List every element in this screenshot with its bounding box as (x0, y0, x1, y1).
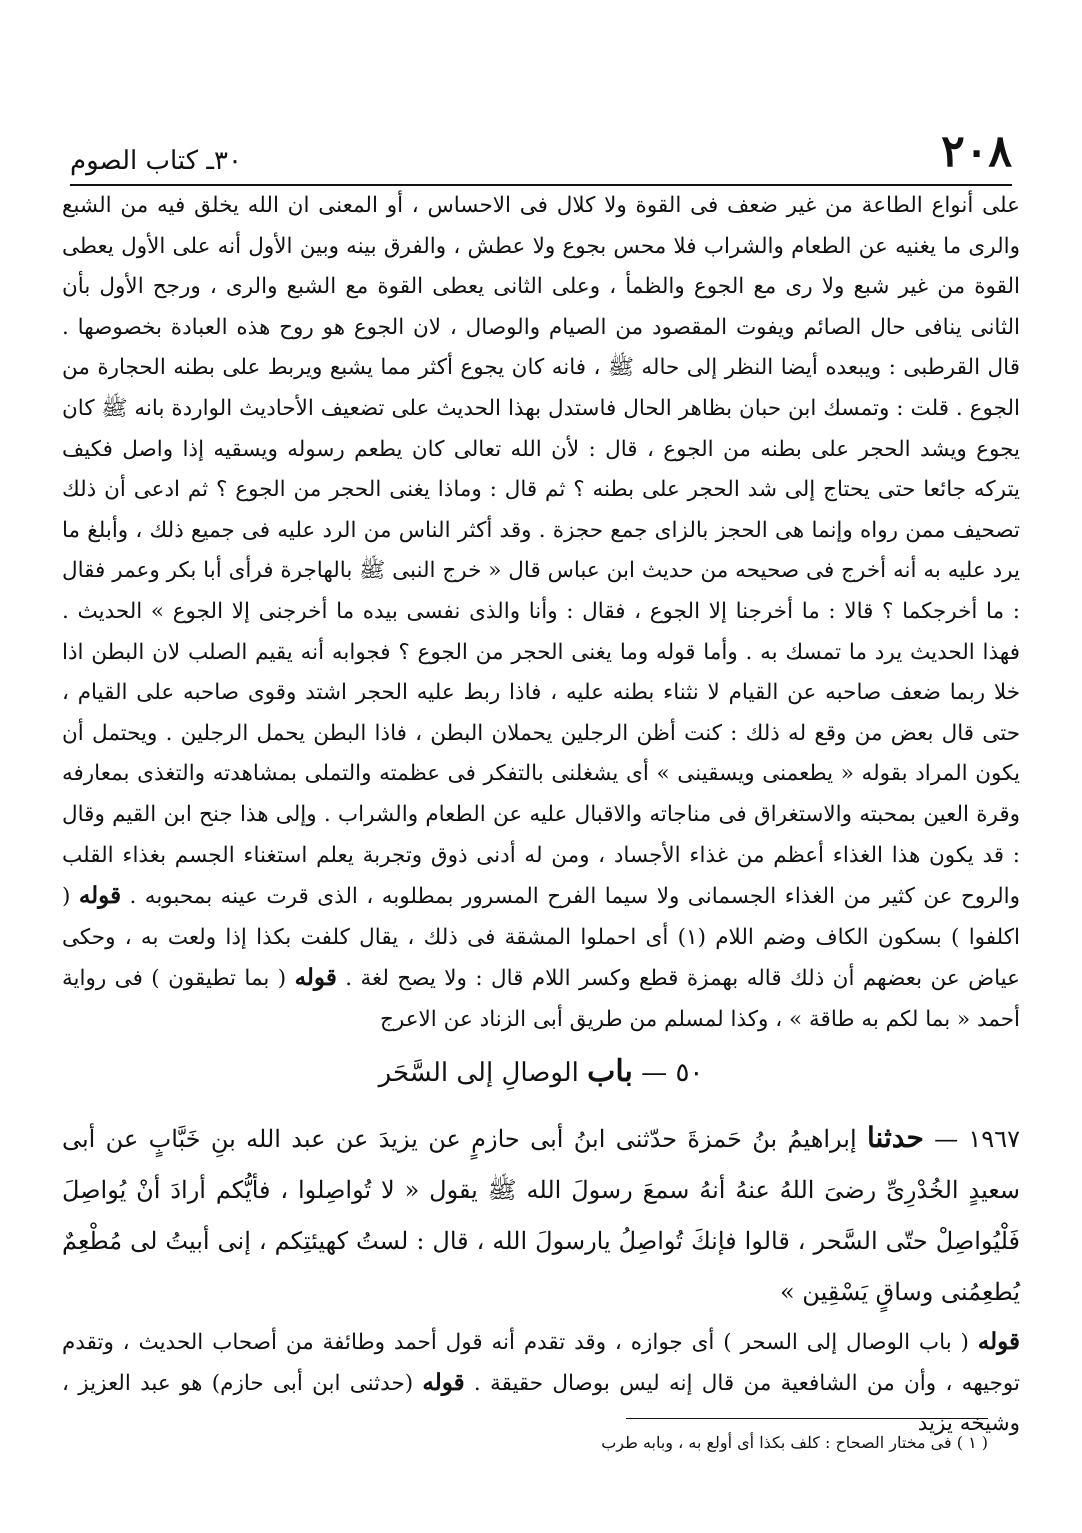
chapter-commentary (62, 1322, 1020, 1444)
haddathana-word: حدثنا (866, 1121, 924, 1154)
footnote: ( ١ ) فى مختار الصحاح : كلف بكذا أى أولع به ، وبابه طرب (601, 1433, 988, 1452)
commentary-body (62, 186, 1020, 1040)
book-title: ٣٠ـ كتاب الصوم (70, 146, 242, 176)
commentary-text: ( باب الوصال إلى السحر ) أى جوازه ، وقد تقدم أنه قول أحمد وطائفة من أصحاب الحديث ، وتقدم توجيهه ، وأن من الشافعية من قال إنه ليس بوصال حقيقة . (62, 1330, 1020, 1396)
page-header (70, 118, 1012, 186)
commentary-text: (حدثنى ابن أبى حازم) هو عبد العزيز ، وشيخه يزيد (62, 1371, 1020, 1436)
qawluhu-keyword: قوله (422, 1369, 465, 1396)
qawluhu-keyword: قوله (294, 964, 337, 992)
chapter-title: الوصالِ إلى السَّحَر (378, 1058, 579, 1088)
qawluhu-keyword: قوله (78, 882, 122, 910)
hadith-text (62, 1112, 1020, 1318)
chapter-bab-word: باب (587, 1054, 633, 1089)
commentary-text: على أنواع الطاعة من غير ضعف فى القوة ولا كلال فى الاحساس ، أو المعنى ان الله يخلق فيه من الشبع والرى ما يغنيه عن الطعام والشراب فلا محس بجوع ولا عطش ، والفرق بينه وبين الأول أنه على الأول يعطى القوة من غير شبع ولا رى مع الجوع والظمأ ، وعلى الثانى يعطى القوة مع الشبع والرى ، ورجح الأول بأن الثانى ينافى حال الصائم ويفوت المقصود من الصيام والوصال ، لان الجوع هو روح هذه العبادة بخصوصها . قال القرطبى : ويبعده أيضا النظر إلى حاله ﷺ ، فانه كان يجوع أكثر مما يشبع ويربط على بطنه الحجارة من الجوع . قلت : وتمسك ابن حبان بظاهر الحال فاستدل بهذا الحديث على تضعيف الأحاديث الواردة بانه ﷺ كان يجوع ويشد الحجر على بطنه من الجوع ، قال : لأن الله تعالى كان يطعم رسوله ويسقيه إذا واصل فكيف يتركه جائعا حتى يحتاج إلى شد الحجر على بطنه ؟ ثم قال : وماذا يغنى الحجر من الجوع ؟ ثم ادعى أن ذلك تصحيف ممن رواه وإنما هى الحجز بالزاى جمع حجزة . وقد أكثر الناس من الرد عليه فى جميع ذلك ، وأبلغ ما يرد عليه به أنه أخرج فى صحيحه من حديث ابن عباس قال « خرج النبى ﷺ بالهاجرة فرأى أبا بكر وعمر فقال : ما أخرجكما ؟ قالا : ما أخرجنا إلا الجوع ، فقال : وأنا والذى نفسى بيده ما أخرجنى إلا الجوع » الحديث . فهذا الحديث يرد ما تمسك به . وأما قوله وما يغنى الحجر من الجوع ؟ فجوابه أنه يقيم الصلب لان البطن اذا خلا ربما ضعف صاحبه عن القيام لا نثناء بطنه عليه ، فاذا ربط عليه الحجر اشتد وقوى صاحبه على القيام ، حتى قال بعض من وقع له ذلك : كنت أظن الرجلين يحملان البطن ، فاذا البطن يحمل الرجلين . ويحتمل أن يكون المراد بقوله « يطعمنى ويسقينى » أى يشغلنى بالتفكر فى عظمته والتملى بمشاهدته والتغذى بمعارفه وقرة العين بمحبته والاستغراق فى مناجاته والاقبال عليه عن الطعام والشراب . وإلى هذا جنح ابن القيم وقال : قد يكون هذا الغذاء أعظم من غذاء الأجساد ، ومن له أدنى ذوق وتجربة يعلم استغناء الجسم بغذاء القلب والروح عن كثير من الغذاء الجسمانى ولا سيما الفرح المسرور بمطلوبه ، الذى قرت عينه بمحبوبه . (62, 193, 1020, 910)
chapter-number: ٥٠ — (641, 1058, 704, 1088)
hadith-body: إبراهيمُ بنُ حَمزةَ حدّثنى ابنُ أبى حازمٍ عن يزيدَ عن عبد الله بنِ خَبَّابٍ عن أبى سعيدٍ الخُدْرِىِّ رضىَ اللهُ عنهُ أنهُ سمعَ رسولَ الله ﷺ يقول « لا تُواصِلوا ، فأيُّكم أرادَ أنْ يُواصِلَ فَلْيُواصِلْ حتّى السَّحر ، قالوا فإنكَ تُواصِلُ يارسولَ الله ، قال : لستُ كهيئتِكم ، إنى أبيتُ لى مُطْعِمٌ يُطعِمُنى وساقٍ يَسْقِين » (62, 1125, 1020, 1306)
footnote-divider (626, 1418, 988, 1419)
hadith-number: ١٩٦٧ — (934, 1125, 1020, 1153)
commentary-paragraph (62, 1322, 1020, 1444)
chapter-heading (62, 1044, 1020, 1100)
qawluhu-keyword: قوله (977, 1328, 1020, 1355)
commentary-text: ( اكلفوا ) بسكون الكاف وضم اللام (١) أى احملوا المشقة فى ذلك ، يقال كلفت بكذا إذا ولعت به ، وحكى عياض عن بعضهم أن ذلك قاله بهمزة قطع وكسر اللام قال : ولا يصح لغة . (62, 884, 1020, 992)
hadith-paragraph (62, 1112, 1020, 1318)
page-number: ٢٠٨ (941, 126, 1012, 177)
commentary-text: ( بما تطيقون ) فى رواية أحمد « بما لكم به طاقة » ، وكذا لمسلم من طريق أبى الزناد عن الاعرج (62, 966, 1020, 1032)
commentary-paragraph (62, 186, 1020, 1040)
